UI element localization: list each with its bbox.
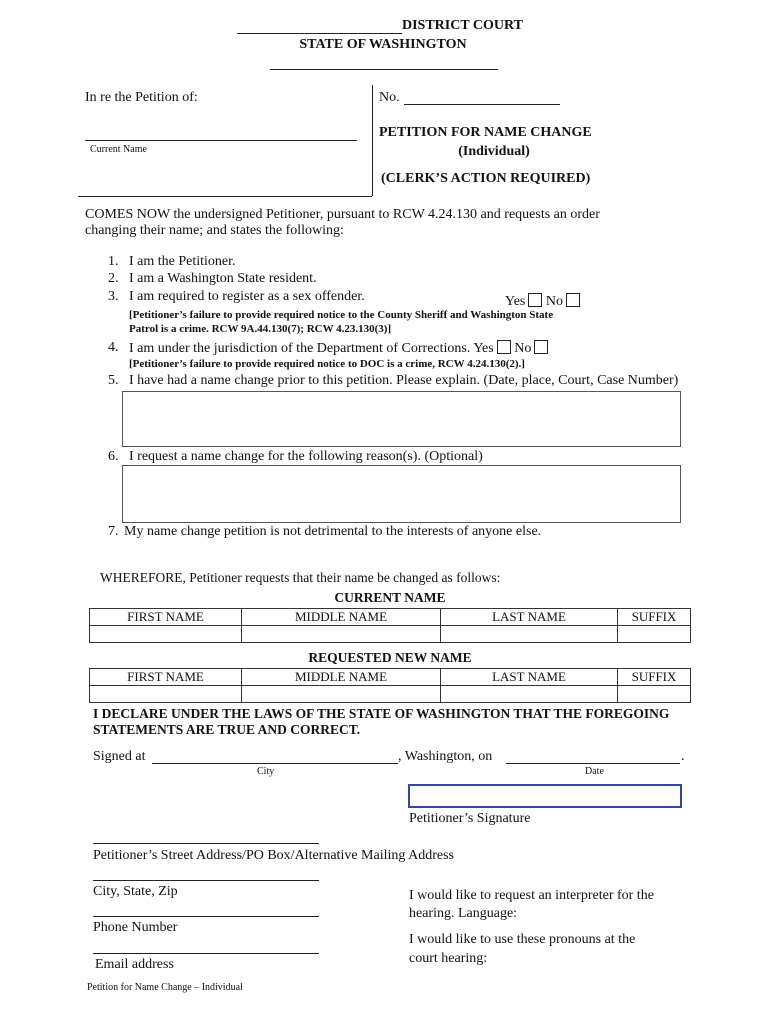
date-caption: Date: [585, 766, 604, 777]
page-footer: Petition for Name Change – Individual: [87, 982, 243, 993]
city-state-zip-field[interactable]: [93, 880, 319, 881]
item-5-text: I have had a name change prior to this petition. Please explain. (Date, place, Court, Case Number): [129, 373, 679, 388]
court-name-blank[interactable]: [237, 32, 402, 34]
item-4-line: [129, 340, 548, 357]
caption-divider-vertical: [372, 85, 373, 196]
in-re-label: In re the Petition of:: [85, 90, 198, 105]
item-2-number: 2.: [108, 271, 119, 286]
email-address-label: Email address: [95, 957, 174, 972]
declaration-line-1: I DECLARE UNDER THE LAWS OF THE STATE OF WASHINGTON THAT THE FOREGOING: [93, 706, 670, 721]
declaration-line-2: STATEMENTS ARE TRUE AND CORRECT.: [93, 722, 361, 737]
washington-on-label: , Washington, on: [398, 749, 493, 764]
petitioner-signature-label: Petitioner’s Signature: [409, 811, 531, 826]
current-name-heading: CURRENT NAME: [334, 590, 446, 605]
petitioner-signature-field[interactable]: [408, 784, 682, 808]
name-change-reason-field[interactable]: [122, 465, 681, 523]
signed-date-field[interactable]: [506, 763, 680, 764]
item-4-no-label: No: [514, 341, 532, 356]
county-blank[interactable]: [270, 69, 498, 70]
item-7-text: My name change petition is not detrimental to the interests of anyone else.: [124, 524, 542, 539]
current-first-name-field[interactable]: [90, 626, 242, 643]
case-number-field[interactable]: [404, 104, 560, 105]
new-middle-name-header: MIDDLE NAME: [242, 669, 441, 686]
intro-line-1: COMES NOW the undersigned Petitioner, pursuant to RCW 4.24.130 and requests an order: [85, 207, 600, 222]
email-address-field[interactable]: [93, 953, 319, 954]
wherefore-text: WHEREFORE, Petitioner requests that their name be changed as follows:: [100, 570, 501, 585]
current-suffix-header: SUFFIX: [618, 609, 691, 626]
interpreter-request-line-2: hearing. Language:: [409, 906, 518, 921]
item-3-no-checkbox[interactable]: [566, 293, 580, 307]
case-number-label: No.: [379, 90, 400, 105]
street-address-field[interactable]: [93, 843, 319, 844]
new-name-entry-row: [90, 686, 691, 703]
item-3-yes-no: [505, 293, 580, 310]
item-1-number: 1.: [108, 254, 119, 269]
phone-number-field[interactable]: [93, 916, 319, 917]
item-4-number: 4.: [108, 340, 119, 355]
document-title: PETITION FOR NAME CHANGE: [379, 125, 592, 140]
intro-line-2: changing their name; and states the following:: [85, 223, 344, 238]
item-5-number: 5.: [108, 373, 119, 388]
phone-number-label: Phone Number: [93, 920, 178, 935]
current-name-label: Current Name: [90, 144, 147, 155]
current-name-entry-row: [90, 626, 691, 643]
item-4-yes-checkbox[interactable]: [497, 340, 511, 354]
clerk-action-note: (CLERK’S ACTION REQUIRED): [381, 171, 591, 186]
new-first-name-field[interactable]: [90, 686, 242, 703]
court-line: DISTRICT COURT: [402, 18, 524, 33]
item-3-yes-checkbox[interactable]: [528, 293, 542, 307]
petitioner-name-field[interactable]: [85, 140, 357, 141]
current-last-name-header: LAST NAME: [441, 609, 618, 626]
interpreter-request-line-1: I would like to request an interpreter for the: [409, 888, 654, 903]
item-2-text: I am a Washington State resident.: [129, 271, 317, 286]
new-suffix-field[interactable]: [618, 686, 691, 703]
caption-divider-horizontal: [78, 196, 372, 197]
current-name-header-row: [90, 609, 691, 626]
current-middle-name-header: MIDDLE NAME: [242, 609, 441, 626]
new-name-table: [89, 668, 691, 703]
item-6-number: 6.: [108, 449, 119, 464]
item-4-yes-label: Yes: [473, 341, 494, 356]
item-3-note-1: [Petitioner’s failure to provide required notice to the County Sheriff and Washington State: [129, 309, 554, 321]
state-line: STATE OF WASHINGTON: [299, 37, 467, 52]
item-4-no-checkbox[interactable]: [534, 340, 548, 354]
item-6-text: I request a name change for the following reason(s). (Optional): [129, 449, 483, 464]
current-last-name-field[interactable]: [441, 626, 618, 643]
document-subtitle: (Individual): [458, 144, 530, 159]
item-3-text: I am required to register as a sex offender.: [129, 289, 365, 304]
pronouns-request-line-2: court hearing:: [409, 951, 488, 966]
item-3-note-2: Patrol is a crime. RCW 9A.44.130(7); RCW 4.23.130(3)]: [129, 323, 392, 335]
city-state-zip-label: City, State, Zip: [93, 884, 178, 899]
new-suffix-header: SUFFIX: [618, 669, 691, 686]
item-7-number: 7.: [108, 524, 119, 539]
current-first-name-header: FIRST NAME: [90, 609, 242, 626]
street-address-label: Petitioner’s Street Address/PO Box/Alternative Mailing Address: [93, 848, 454, 863]
city-caption: City: [257, 766, 275, 777]
signed-at-label: Signed at: [93, 749, 146, 764]
item-3-yes-label: Yes: [505, 294, 526, 309]
item-3-no-label: No: [545, 294, 563, 309]
item-3-number: 3.: [108, 289, 119, 304]
item-4-text: I am under the jurisdiction of the Department of Corrections.: [129, 341, 471, 356]
new-middle-name-field[interactable]: [242, 686, 441, 703]
new-name-header-row: [90, 669, 691, 686]
item-4-note: [Petitioner’s failure to provide required notice to DOC is a crime, RCW 4.24.130(2).]: [129, 358, 525, 370]
pronouns-request-line-1: I would like to use these pronouns at the: [409, 932, 636, 947]
signed-city-field[interactable]: [152, 763, 398, 764]
new-name-heading: REQUESTED NEW NAME: [308, 650, 472, 665]
signed-period: .: [681, 749, 685, 764]
new-last-name-field[interactable]: [441, 686, 618, 703]
prior-name-change-explanation-field[interactable]: [122, 391, 681, 447]
new-last-name-header: LAST NAME: [441, 669, 618, 686]
current-suffix-field[interactable]: [618, 626, 691, 643]
new-first-name-header: FIRST NAME: [90, 669, 242, 686]
current-middle-name-field[interactable]: [242, 626, 441, 643]
current-name-table: [89, 608, 691, 643]
item-1-text: I am the Petitioner.: [129, 254, 236, 269]
